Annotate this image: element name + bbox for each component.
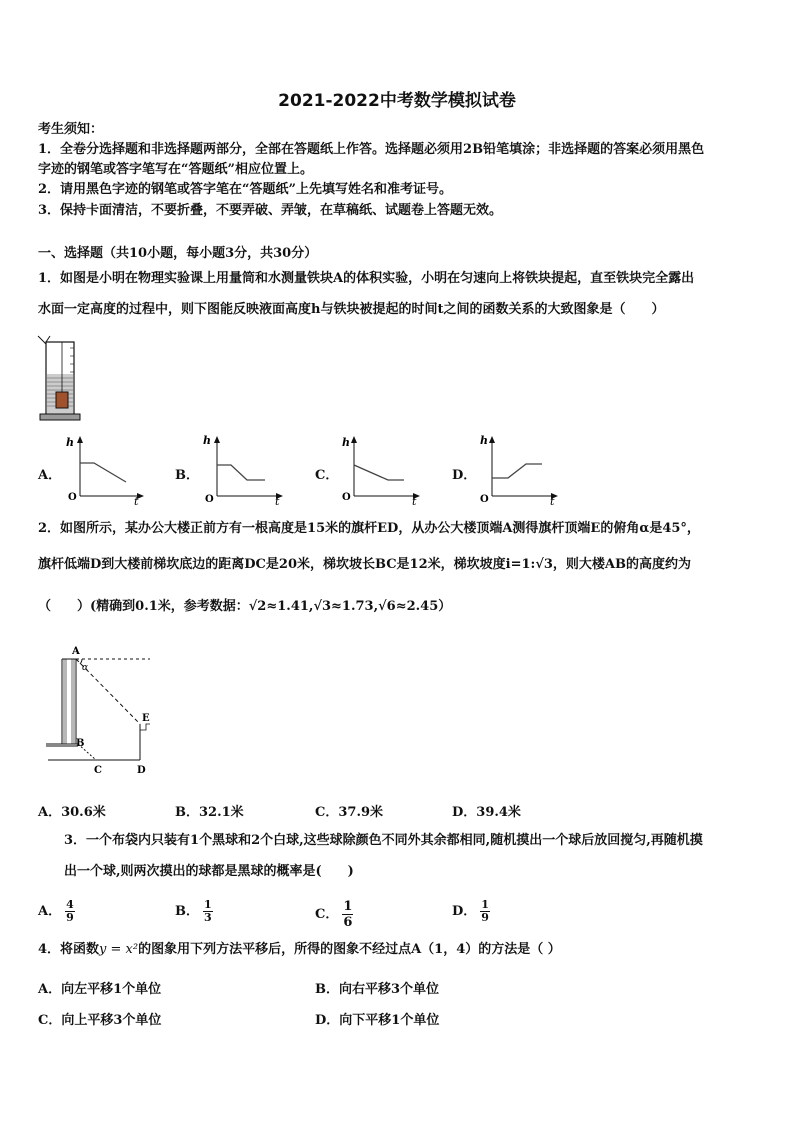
cylinder-figure <box>36 334 86 424</box>
point-d-label: D <box>137 765 146 776</box>
q1-graph-c <box>332 434 422 508</box>
q1-text: 1．如图是小明在物理实验课上用量筒和水测量铁块A的体积实验，小明在匀速向上将铁块提起，直至铁块完全露出 <box>38 271 695 286</box>
q4-option-d: D．向下平移1个单位 <box>315 1013 440 1028</box>
q1-option-a-label: A． <box>38 468 62 483</box>
q2-text: （ ）(精确到0.1米，参考数据：√2≈1.41,√3≈1.73,√6≈2.45） <box>38 599 452 614</box>
q4-option-a: A．向左平移1个单位 <box>38 982 162 997</box>
q3-option-d: D． $\frac{1}{9}$ <box>452 898 489 924</box>
axis-h: h <box>342 436 350 449</box>
section-heading: 一、选择题（共10小题，每小题3分，共30分） <box>38 246 318 261</box>
notice-item: 1．全卷分选择题和非选择题两部分，全部在答题纸上作答。选择题必须用2B铅笔填涂；非选择题的答案必须用黑色 <box>38 142 705 157</box>
notice-item: 2．请用黑色字迹的钢笔或答字笔在“答题纸”上先填写姓名和准考证号。 <box>38 182 453 197</box>
q3-option-c: C． $\frac{1}{6}$ <box>315 899 353 930</box>
q1-text: 水面一定高度的过程中，则下图能反映液面高度h与铁块被提起的时间t之间的函数关系的大致图象是（ ） <box>38 302 665 317</box>
q3-text: 出一个球,则两次摸出的球都是黑球的概率是( ) <box>64 864 354 879</box>
q1-option-b-label: B． <box>175 468 199 483</box>
point-c-label: C <box>94 765 102 776</box>
q1-graph-b <box>195 434 285 508</box>
point-e-label: E <box>142 713 150 724</box>
notice-heading: 考生须知： <box>38 122 104 137</box>
q1-graph-a <box>60 434 145 508</box>
axis-h: h <box>480 434 488 447</box>
q1-option-c-label: C． <box>315 468 339 483</box>
axis-t: t <box>550 495 555 508</box>
q4-text: 4．将函数y = x²的图象用下列方法平移后，所得的图象不经过点A（1，4）的方法是（ ） <box>38 942 561 957</box>
axis-h: h <box>203 434 211 447</box>
building-figure <box>42 644 182 779</box>
q3-option-b: B． $\frac{1}{3}$ <box>175 898 212 924</box>
axis-t: t <box>412 495 417 508</box>
q2-option-c: C．37.9米 <box>315 805 384 820</box>
point-b-label: B <box>76 738 85 749</box>
axis-t: t <box>134 495 139 508</box>
q4-formula: y = x² <box>99 942 139 957</box>
q2-text: 旗杆低端D到大楼前梯坎底边的距离DC是20米，梯坎坡长BC是12米，梯坎坡度i=1:√3，则大楼AB的高度约为 <box>38 557 691 572</box>
page-title: 2021-2022中考数学模拟试卷 <box>278 91 516 111</box>
q4-option-b: B．向右平移3个单位 <box>315 982 440 997</box>
q2-option-d: D．39.4米 <box>452 805 521 820</box>
q2-option-b: B．32.1米 <box>175 805 244 820</box>
q2-text: 2．如图所示，某办公大楼正前方有一根高度是15米的旗杆ED，从办公大楼顶端A测得旗杆顶端E的俯角α是45°， <box>38 521 700 536</box>
origin-label: O <box>205 494 214 505</box>
origin-label: O <box>480 494 489 505</box>
q2-option-a: A．30.6米 <box>38 805 106 820</box>
axis-t: t <box>275 495 280 508</box>
notice-item: 字迹的钢笔或答字笔写在“答题纸”相应位置上。 <box>38 162 313 177</box>
origin-label: O <box>68 492 77 503</box>
q1-option-d-label: D． <box>452 468 477 483</box>
point-a-label: A <box>72 646 80 657</box>
q4-option-c: C．向上平移3个单位 <box>38 1013 162 1028</box>
notice-item: 3．保持卡面清洁，不要折叠，不要弄破、弄皱，在草稿纸、试题卷上答题无效。 <box>38 203 503 218</box>
axis-h: h <box>66 436 74 449</box>
q1-graph-d <box>470 434 560 508</box>
alpha-label: α <box>82 663 89 673</box>
q3-option-a: A． $\frac{4}{9}$ <box>38 898 74 924</box>
q3-text: 3．一个布袋内只装有1个黑球和2个白球,这些球除颜色不同外其余都相同,随机摸出一个球后放回搅匀,再随机摸 <box>64 833 703 848</box>
origin-label: O <box>342 492 351 503</box>
